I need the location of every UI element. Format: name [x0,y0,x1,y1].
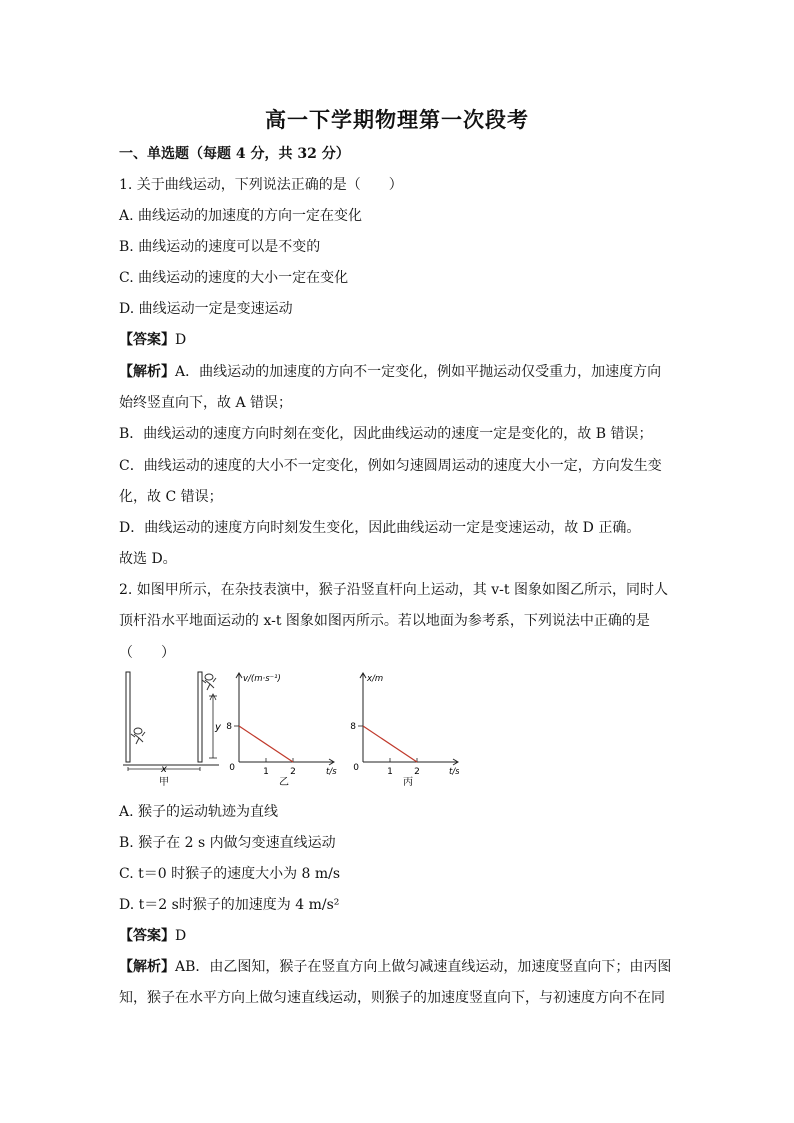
bing-y-axis-label: x/m [367,674,384,684]
q2-analysis-line-1 [119,957,671,977]
figure-bing-label: 丙 [403,777,413,788]
yi-y-tick-8: 8 [226,722,232,732]
answer-tag: 【答案】 [119,928,175,944]
page-title: 高一下学期物理第一次段考 [265,107,529,132]
bing-origin: 0 [353,763,359,773]
q1-option-d: D. 曲线运动一定是变速运动 [119,301,293,317]
q1-analysis-line-2: 始终竖直向下，故 A 错误； [119,395,293,411]
answer-tag: 【答案】 [119,332,175,348]
section-heading: 一、单选题（每题 4 分，共 32 分） [119,146,350,162]
pole-right [198,672,202,762]
q2-figure-svg [119,668,459,792]
monkey-icon [202,674,216,690]
q2-option-c: C. t＝0 时猴子的速度大小为 8 m/s [119,866,341,882]
answer-value: D [175,332,187,348]
q1-analysis-line-5: 化，故 C 错误； [119,489,223,505]
q2-stem-line-2: 顶杆沿水平地面运动的 x-t 图象如图丙所示。若以地面为参考系，下列说法中正确的是 [119,613,650,629]
analysis-tag: 【解析】 [119,364,175,380]
yi-x-tick-1: 1 [263,767,269,777]
q1-analysis-line-3: B．曲线运动的速度方向时刻在变化，因此曲线运动的速度一定是变化的，故 B 错误； [119,426,653,442]
q2-option-b: B. 猴子在 2 s 内做匀变速直线运动 [119,835,336,851]
q2-stem-line-3: （ ） [119,645,175,661]
analysis-text: AB．由乙图知，猴子在竖直方向上做匀减速直线运动，加速度竖直向下；由丙图 [175,959,672,975]
answer-value: D [175,928,187,944]
pole-left [126,672,130,762]
figure-yi [226,673,337,788]
yi-x-tick-2: 2 [290,767,296,777]
q1-stem: 1. 关于曲线运动，下列说法正确的是（ ） [119,177,403,193]
bing-series-line [363,726,417,762]
yi-x-axis-label: t/s [326,767,337,777]
q1-option-b: B. 曲线运动的速度可以是不变的 [119,239,321,255]
yi-series-line [239,726,293,762]
figure-bing [350,673,459,788]
q1-option-a: A. 曲线运动的加速度的方向一定在变化 [119,208,363,224]
y-dimension-label: y [215,722,221,733]
bing-x-tick-2: 2 [414,767,420,777]
figure-jia-label: 甲 [159,777,169,788]
bing-x-axis-label: t/s [449,767,459,777]
q2-figure [119,668,459,792]
figure-yi-label: 乙 [279,777,289,788]
q2-option-d: D. t＝2 s时猴子的加速度为 4 m/s² [119,897,340,913]
analysis-text: A．曲线运动的加速度的方向不一定变化，例如平抛运动仅受重力，加速度方向 [175,364,662,380]
monkey-icon [131,728,145,744]
q1-answer [119,330,186,350]
q2-option-a: A. 猴子的运动轨迹为直线 [119,804,279,820]
bing-x-tick-1: 1 [387,767,393,777]
x-dimension-label: x [161,764,167,775]
analysis-tag: 【解析】 [119,959,175,975]
q1-analysis-line-4: C．曲线运动的速度的大小不一定变化，例如匀速圆周运动的速度大小一定，方向发生变 [119,458,662,474]
yi-y-axis-label: v/(m·s⁻¹) [243,674,281,684]
q2-analysis-line-2: 知，猴子在水平方向上做匀速直线运动，则猴子的加速度竖直向下，与初速度方向不在同 [119,990,665,1006]
yi-origin: 0 [229,763,235,773]
q1-option-c: C. 曲线运动的速度的大小一定在变化 [119,270,349,286]
q1-analysis-line-6: D．曲线运动的速度方向时刻发生变化，因此曲线运动一定是变速运动，故 D 正确。 [119,520,641,536]
q1-analysis-line-7: 故选 D。 [119,551,177,567]
bing-y-tick-8: 8 [350,722,356,732]
q2-answer [119,926,186,946]
figure-jia [123,672,222,788]
q2-stem-line-1: 2. 如图甲所示，在杂技表演中，猴子沿竖直杆向上运动，其 v-t 图象如图乙所示，同时人 [119,582,668,598]
q1-analysis-line-1 [119,362,661,382]
